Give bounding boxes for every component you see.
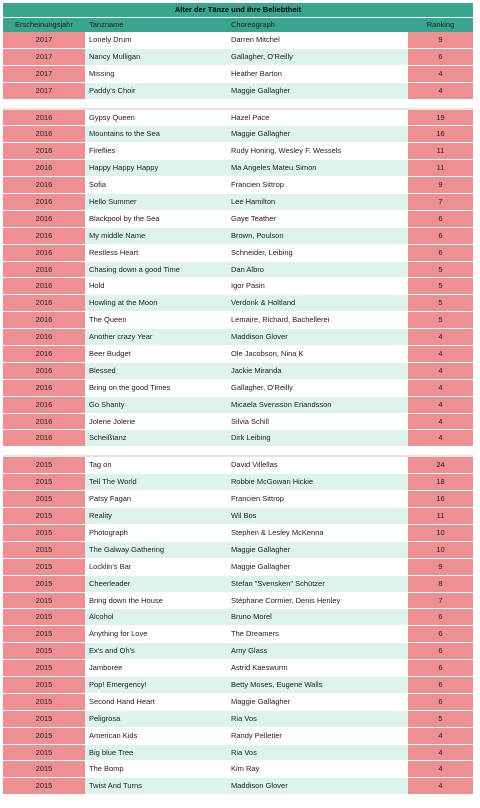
cell-ranking: 4 [408,66,473,82]
table-row [3,711,473,728]
cell-ranking: 18 [408,474,473,490]
cell-choreographer: Stefan "Svensken" Schützer [227,576,408,592]
cell-dance-name: Happy Happy Happy [85,160,227,176]
cell-ranking: 4 [408,745,473,761]
cell-ranking: 4 [408,430,473,446]
table-row [3,525,473,542]
cell-choreographer: Heather Barton [227,66,408,82]
header-row [3,18,473,32]
table-row [3,728,473,745]
cell-choreographer: Amy Glass [227,643,408,659]
cell-year: 2015 [3,508,85,524]
cell-year: 2015 [3,576,85,592]
table-row [3,110,473,127]
table-row [3,262,473,279]
cell-choreographer: Maggie Gallagher [227,694,408,710]
cell-ranking: 8 [408,576,473,592]
cell-dance-name: Howling at the Moon [85,295,227,311]
cell-year: 2017 [3,66,85,82]
table-row [3,312,473,329]
cell-choreographer: Darren Mitchel [227,32,408,48]
cell-dance-name: Pop! Emergency! [85,677,227,693]
cell-year: 2015 [3,474,85,490]
table-row [3,430,473,447]
cell-dance-name: Tag on [85,457,227,473]
table-row [3,346,473,363]
cell-choreographer: Maggie Gallagher [227,83,408,99]
table-row [3,593,473,610]
cell-choreographer: Lee Hamilton [227,194,408,210]
table-row [3,508,473,525]
cell-year: 2016 [3,414,85,430]
cell-dance-name: Fireflies [85,143,227,159]
cell-dance-name: Chasing down a good Time [85,262,227,278]
cell-ranking: 6 [408,643,473,659]
cell-ranking: 6 [408,228,473,244]
cell-choreographer: Ria Vos [227,711,408,727]
cell-choreographer: Gaye Teather [227,211,408,227]
cell-dance-name: Mountains to the Sea [85,126,227,142]
table-row [3,83,473,100]
cell-dance-name: Anything for Love [85,626,227,642]
cell-ranking: 4 [408,397,473,413]
cell-year: 2016 [3,228,85,244]
cell-dance-name: Peligrosa [85,711,227,727]
cell-dance-name: Big blue Tree [85,745,227,761]
cell-ranking: 4 [408,728,473,744]
cell-choreographer: Maggie Gallagher [227,126,408,142]
cell-ranking: 6 [408,49,473,65]
table-row [3,295,473,312]
cell-year: 2016 [3,245,85,261]
cell-dance-name: Nancy Mulligan [85,49,227,65]
cell-dance-name: Another crazy Year [85,329,227,345]
cell-choreographer: Hazel Pace [227,110,408,126]
cell-dance-name: Ex's and Oh's [85,643,227,659]
cell-dance-name: Go Shanty [85,397,227,413]
cell-year: 2015 [3,542,85,558]
cell-choreographer: Ole Jacobson, Nina K [227,346,408,362]
table-row [3,609,473,626]
cell-year: 2016 [3,126,85,142]
cell-dance-name: Photograph [85,525,227,541]
cell-dance-name: Second Hand Heart [85,694,227,710]
cell-year: 2016 [3,278,85,294]
cell-ranking: 10 [408,525,473,541]
cell-choreographer: Verdonk & Holtland [227,295,408,311]
table-row [3,177,473,194]
table-row [3,194,473,211]
table-row [3,32,473,49]
cell-year: 2015 [3,711,85,727]
cell-dance-name: Locklin's Bar [85,559,227,575]
cell-dance-name: Missing [85,66,227,82]
cell-choreographer: Igor Pasin [227,278,408,294]
table-body [3,32,473,795]
cell-ranking: 9 [408,32,473,48]
cell-dance-name: Hold [85,278,227,294]
cell-year: 2015 [3,559,85,575]
cell-ranking: 4 [408,346,473,362]
cell-dance-name: My middle Name [85,228,227,244]
cell-ranking: 5 [408,262,473,278]
cell-year: 2017 [3,49,85,65]
cell-dance-name: Jamboree [85,660,227,676]
table-row [3,363,473,380]
cell-year: 2016 [3,363,85,379]
cell-choreographer: Lemaire, Richard, Bachellerei [227,312,408,328]
cell-ranking: 10 [408,542,473,558]
cell-year: 2016 [3,160,85,176]
cell-year: 2015 [3,643,85,659]
cell-choreographer: Stephen & Lesley McKenna [227,525,408,541]
header-ranking: Ranking [408,18,473,32]
cell-ranking: 5 [408,278,473,294]
cell-ranking: 11 [408,508,473,524]
cell-ranking: 6 [408,660,473,676]
cell-dance-name: Gypsy Queen [85,110,227,126]
cell-choreographer: The Dreamers [227,626,408,642]
cell-dance-name: The Galway Gathering [85,542,227,558]
table-row [3,491,473,508]
cell-ranking: 7 [408,593,473,609]
cell-choreographer: Dirk Leibing [227,430,408,446]
cell-dance-name: Beer Budget [85,346,227,362]
table-row [3,745,473,762]
table-row [3,66,473,83]
cell-choreographer: Micaela Svensson Eriandsson [227,397,408,413]
cell-year: 2016 [3,295,85,311]
table-row [3,126,473,143]
cell-choreographer: Wil Bos [227,508,408,524]
table-row [3,160,473,177]
cell-choreographer: Maddison Glover [227,778,408,794]
cell-dance-name: Twist And Turns [85,778,227,794]
cell-choreographer: Francien Sittrop [227,491,408,507]
cell-dance-name: Cheerleader [85,576,227,592]
cell-ranking: 11 [408,160,473,176]
cell-dance-name: Alcohol [85,609,227,625]
cell-choreographer: Stéphane Cormier, Denis Henley [227,593,408,609]
table-row [3,143,473,160]
cell-ranking: 9 [408,177,473,193]
table-row [3,643,473,660]
cell-choreographer: Maggie Gallagher [227,542,408,558]
cell-year: 2015 [3,778,85,794]
cell-year: 2016 [3,397,85,413]
cell-dance-name: Hello Summer [85,194,227,210]
table-row [3,457,473,474]
cell-year: 2016 [3,312,85,328]
cell-year: 2016 [3,430,85,446]
cell-year: 2015 [3,626,85,642]
cell-year: 2015 [3,609,85,625]
cell-year: 2016 [3,380,85,396]
cell-year: 2015 [3,728,85,744]
cell-choreographer: Dan Albro [227,262,408,278]
cell-choreographer: Bruno Morel [227,609,408,625]
cell-ranking: 4 [408,414,473,430]
cell-year: 2017 [3,83,85,99]
cell-year: 2016 [3,329,85,345]
header-choreographer: Choreograph [227,18,408,32]
cell-choreographer: Gallagher, O'Reilly [227,380,408,396]
cell-ranking: 19 [408,110,473,126]
cell-choreographer: Silvia Schill [227,414,408,430]
cell-ranking: 4 [408,380,473,396]
table-row [3,576,473,593]
cell-ranking: 6 [408,626,473,642]
cell-choreographer: Brown, Poulson [227,228,408,244]
cell-ranking: 6 [408,694,473,710]
cell-ranking: 6 [408,245,473,261]
table-row [3,211,473,228]
cell-dance-name: American Kids [85,728,227,744]
cell-ranking: 6 [408,211,473,227]
cell-ranking: 4 [408,329,473,345]
cell-dance-name: Restless Heart [85,245,227,261]
cell-dance-name: Scheißtanz [85,430,227,446]
cell-ranking: 5 [408,295,473,311]
cell-choreographer: Maggie Gallagher [227,559,408,575]
cell-choreographer: Betty Moses, Eugene Walls [227,677,408,693]
cell-dance-name: The Bomp [85,761,227,777]
cell-ranking: 6 [408,677,473,693]
cell-year: 2016 [3,346,85,362]
cell-dance-name: Lonely Drum [85,32,227,48]
cell-ranking: 11 [408,143,473,159]
table-row [3,380,473,397]
cell-year: 2016 [3,194,85,210]
table-row [3,677,473,694]
cell-ranking: 9 [408,559,473,575]
dance-table [3,3,473,795]
cell-choreographer: Jackie Miranda [227,363,408,379]
cell-year: 2016 [3,211,85,227]
table-row [3,660,473,677]
group-separator [3,100,473,110]
group-separator [3,447,473,457]
cell-dance-name: Patsy Fagan [85,491,227,507]
header-year: Erscheinungsjahr [3,18,85,32]
table-row [3,278,473,295]
cell-ranking: 7 [408,194,473,210]
cell-year: 2015 [3,525,85,541]
cell-year: 2015 [3,745,85,761]
cell-year: 2016 [3,110,85,126]
table-row [3,397,473,414]
cell-choreographer: Rudy Honing, Wesley F. Wessels [227,143,408,159]
table-row [3,761,473,778]
cell-choreographer: Maddison Glover [227,329,408,345]
cell-dance-name: Jolene Jolene [85,414,227,430]
cell-dance-name: Reality [85,508,227,524]
cell-ranking: 4 [408,83,473,99]
table-row [3,474,473,491]
cell-year: 2015 [3,457,85,473]
table-row [3,228,473,245]
cell-year: 2015 [3,660,85,676]
cell-dance-name: Blessed [85,363,227,379]
cell-choreographer: Ria Vos [227,745,408,761]
table-row [3,49,473,66]
cell-choreographer: David Villellas [227,457,408,473]
table-row [3,559,473,576]
cell-year: 2015 [3,593,85,609]
cell-dance-name: Paddy's Choir [85,83,227,99]
cell-dance-name: Bring down the House [85,593,227,609]
table-row [3,414,473,431]
cell-choreographer: Gallagher, O'Reilly [227,49,408,65]
cell-choreographer: Ma Angeles Mateu Simon [227,160,408,176]
table-row [3,329,473,346]
cell-choreographer: Schneider, Leibing [227,245,408,261]
table-title: Alter der Tänze und ihre Beliebtheit [3,3,473,18]
cell-choreographer: Francien Sittrop [227,177,408,193]
header-name: Tanzname [85,18,227,32]
cell-ranking: 16 [408,126,473,142]
cell-dance-name: Bring on the good Times [85,380,227,396]
cell-dance-name: Blackpool by the Sea [85,211,227,227]
cell-ranking: 5 [408,312,473,328]
cell-year: 2015 [3,491,85,507]
cell-year: 2015 [3,694,85,710]
cell-year: 2015 [3,677,85,693]
cell-ranking: 16 [408,491,473,507]
cell-ranking: 24 [408,457,473,473]
table-row [3,694,473,711]
cell-year: 2016 [3,262,85,278]
table-row [3,626,473,643]
table-row [3,245,473,262]
cell-choreographer: Kim Ray [227,761,408,777]
cell-choreographer: Astrid Kaeswurm [227,660,408,676]
cell-choreographer: Robbie McGowan Hickie [227,474,408,490]
cell-choreographer: Randy Pelletier [227,728,408,744]
table-row [3,778,473,795]
cell-ranking: 6 [408,609,473,625]
cell-dance-name: Tell The World [85,474,227,490]
table-row [3,542,473,559]
cell-ranking: 4 [408,363,473,379]
cell-dance-name: The Queen [85,312,227,328]
cell-ranking: 5 [408,711,473,727]
cell-year: 2015 [3,761,85,777]
cell-year: 2017 [3,32,85,48]
cell-year: 2016 [3,143,85,159]
cell-year: 2016 [3,177,85,193]
cell-ranking: 4 [408,761,473,777]
cell-ranking: 4 [408,778,473,794]
cell-dance-name: Sofia [85,177,227,193]
